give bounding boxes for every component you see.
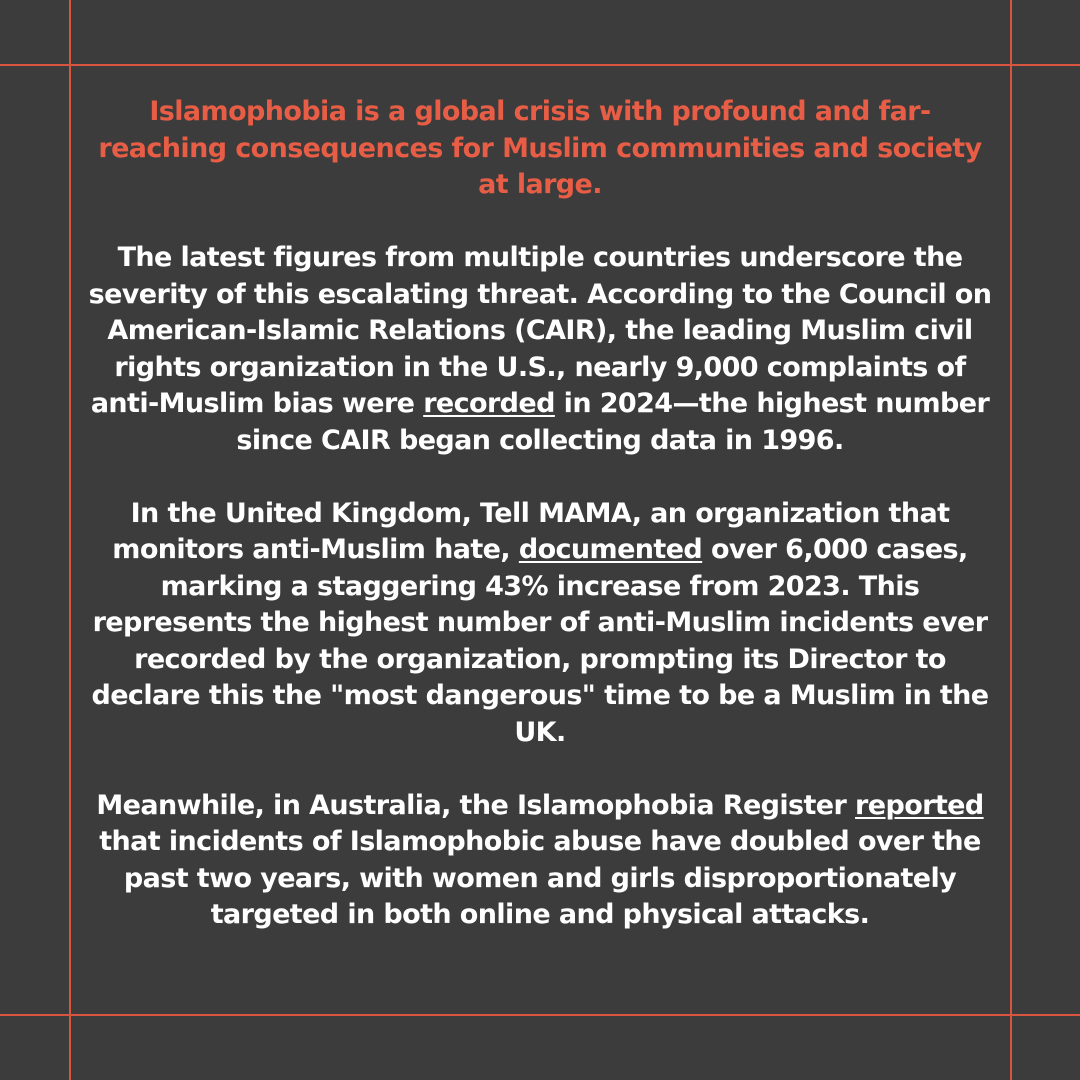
documented-link[interactable]: documented [518, 534, 703, 565]
recorded-link[interactable]: recorded [423, 388, 555, 419]
paragraph-tell-mama [86, 496, 994, 752]
paragraph-australia-text-start: Meanwhile, in Australia, the Islamophobia Register [96, 789, 856, 821]
reported-link[interactable]: reported [855, 789, 984, 821]
paragraph-cair [86, 240, 994, 459]
article-body [86, 94, 994, 970]
frame-line-bottom [0, 1014, 1080, 1016]
paragraph-australia [86, 788, 994, 934]
headline: Islamophobia is a global crisis with profound and far-reaching consequences for Muslim communities and society at large. [98, 96, 982, 200]
paragraph-tell-mama-text-start: In the United Kingdom, Tell MAMA, an organization that monitors anti-Muslim hate, [112, 497, 950, 565]
frame-line-top [0, 64, 1080, 66]
paragraph-cair-text-start: The latest figures from multiple countries underscore the severity of this escalating threat. According to the Council on American-Islamic Relations (CAIR), the leading Muslim civil rights organization in the U.S., nearly 9,000 complaints of anti-Muslim bias were [88, 242, 992, 419]
paragraph-tell-mama-text-end: over 6,000 cases, marking a staggering 43% increase from 2023. This represents the highest number of anti-Muslim incidents ever recorded by the organization, prompting its Director to declare this the "most dangerous" time to be a Muslim in the UK. [91, 534, 989, 748]
paragraph-australia-text-end: that incidents of Islamophobic abuse have doubled over the past two years, with women and girls disproportionately targeted in both online and physical attacks. [99, 826, 981, 930]
frame-line-right [1010, 0, 1012, 1080]
frame-line-left [69, 0, 71, 1080]
paragraph-cair-text-end: in 2024—the highest number since CAIR began collecting data in 1996. [236, 388, 990, 456]
